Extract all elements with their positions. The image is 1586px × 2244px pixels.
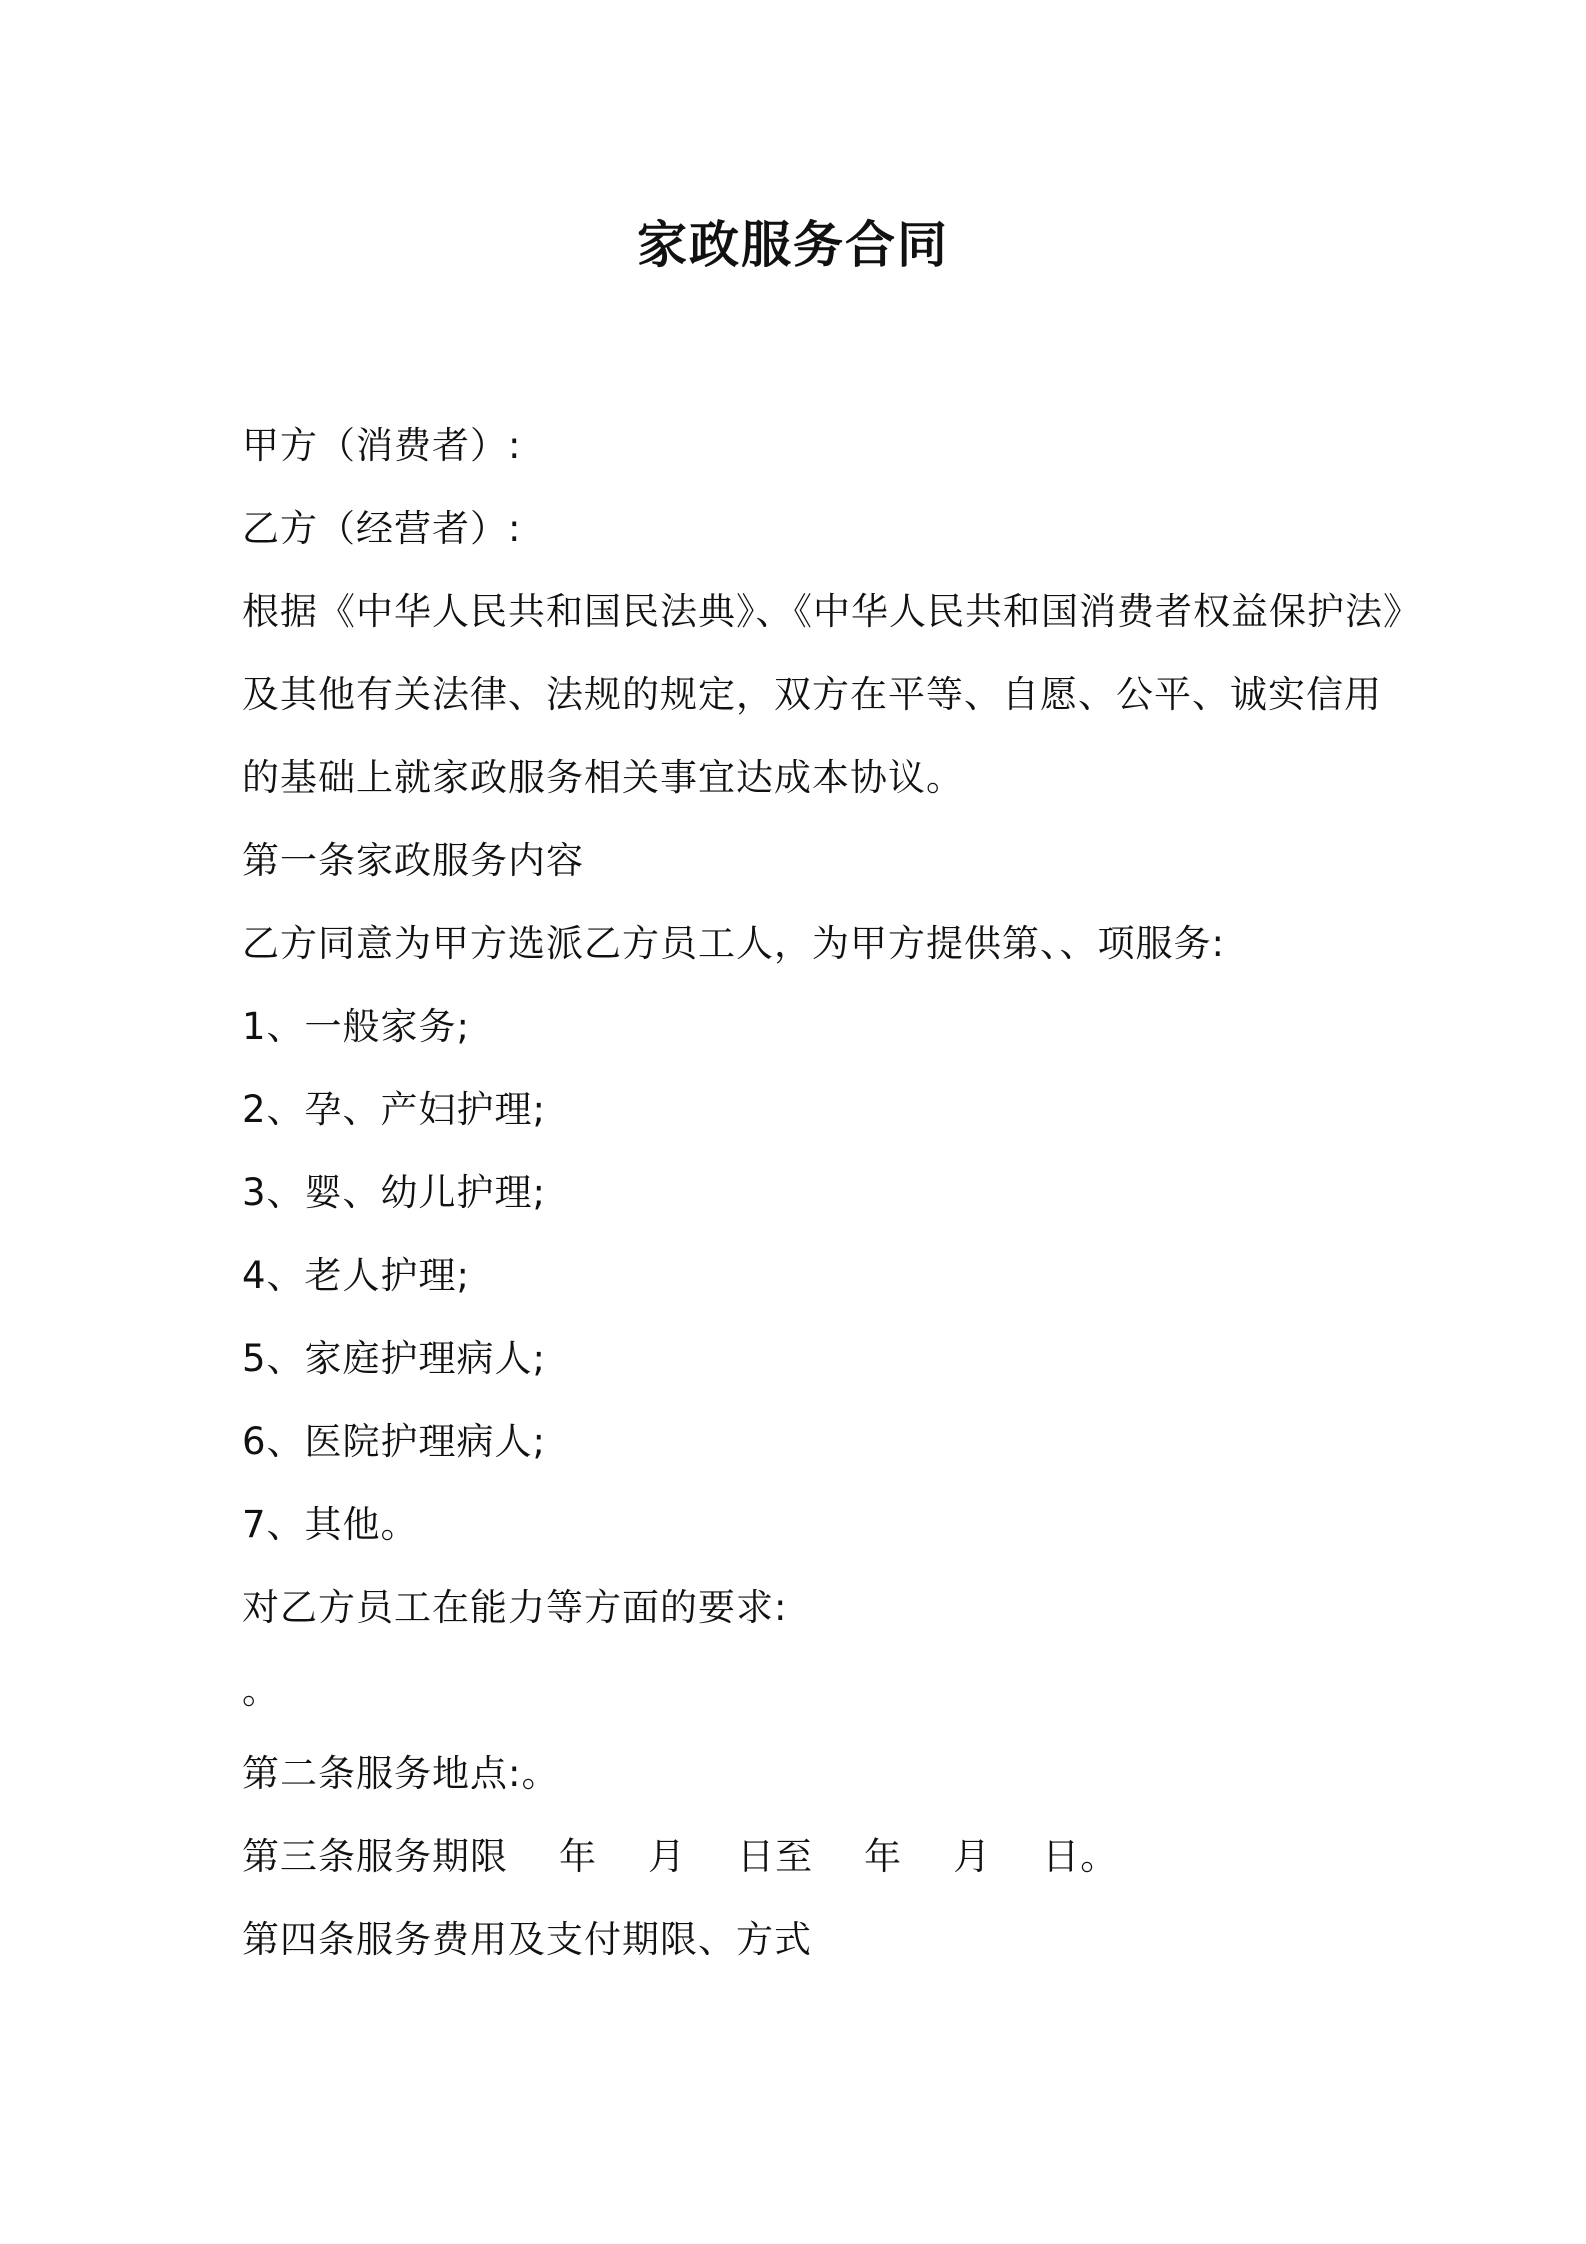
service-item-4: 4、老人护理; xyxy=(242,1254,471,1297)
service-item-6: 6、医院护理病人; xyxy=(242,1420,547,1463)
document-body xyxy=(242,404,1421,1981)
party-a-line: 甲方（消费者）: xyxy=(242,424,522,467)
service-item-7: 7、其他。 xyxy=(242,1503,419,1546)
staff-requirements-line: 对乙方员工在能力等方面的要求: xyxy=(242,1586,788,1629)
service-item-1: 1、一般家务; xyxy=(242,1005,471,1048)
article-2-location: 第二条服务地点:。 xyxy=(242,1752,560,1795)
requirements-blank-line: 。 xyxy=(242,1669,280,1712)
article-1-heading: 第一条家政服务内容 xyxy=(242,839,584,882)
preamble-line-1: 根据《中华人民共和国民法典》、《中华人民共和国消费者权益保护法》 xyxy=(242,590,1421,633)
service-item-2: 2、孕、产妇护理; xyxy=(242,1088,547,1131)
service-item-5: 5、家庭护理病人; xyxy=(242,1337,547,1380)
service-item-3: 3、婴、幼儿护理; xyxy=(242,1171,547,1214)
preamble-line-3: 的基础上就家政服务相关事宜达成本协议。 xyxy=(242,756,964,799)
document-title: 家政服务合同 xyxy=(637,216,949,274)
party-b-line: 乙方（经营者）: xyxy=(242,507,522,550)
preamble-line-2: 及其他有关法律、法规的规定，双方在平等、自愿、公平、诚实信用 xyxy=(242,673,1382,716)
article-3-period: 第三条服务期限 年 月 日至 年 月 日。 xyxy=(242,1835,1119,1878)
article-4-heading: 第四条服务费用及支付期限、方式 xyxy=(242,1918,812,1961)
article-1-intro: 乙方同意为甲方选派乙方员工人，为甲方提供第、、项服务: xyxy=(242,922,1225,965)
